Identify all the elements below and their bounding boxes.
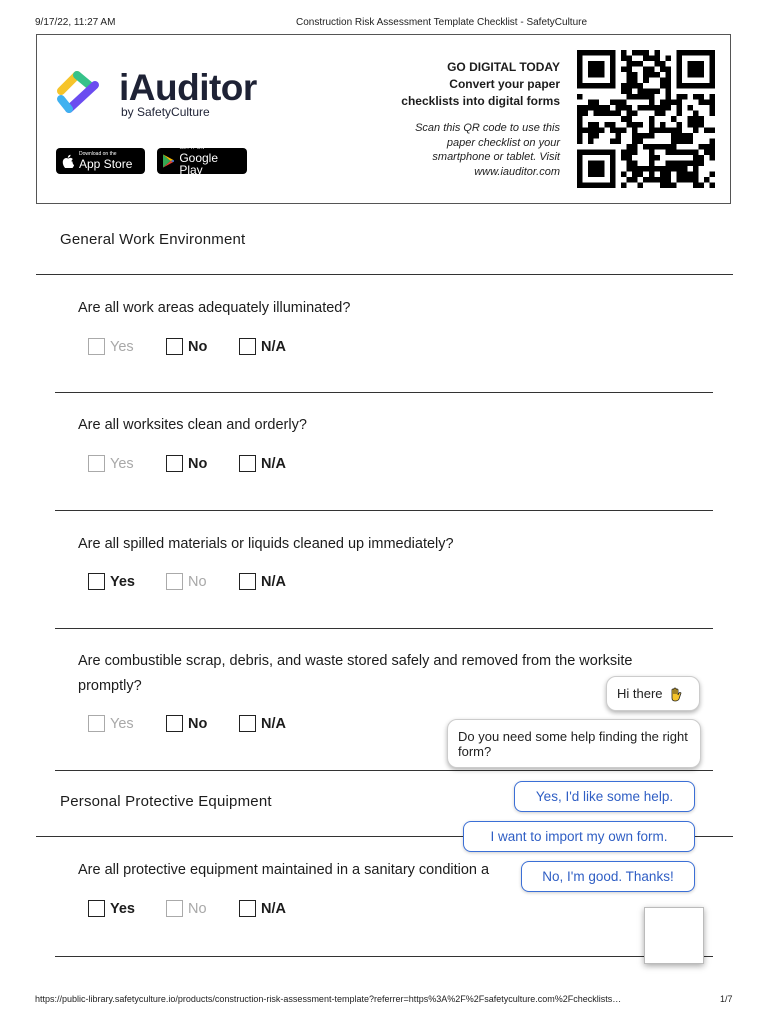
question-text: Are combustible scrap, debris, and waste stored safely and removed from the worksite promptly? [78,653,633,694]
chat-greeting-text: Hi there [617,686,663,701]
chat-prompt-bubble: Do you need some help finding the right form? [447,719,701,768]
checkbox[interactable] [239,715,256,732]
checkbox[interactable] [239,455,256,472]
checkbox[interactable] [88,900,105,917]
brand-name: iAuditor [119,67,257,108]
question-text: Are all work areas adequately illuminated? [78,300,351,316]
checkbox[interactable] [88,715,105,732]
option-na[interactable] [239,900,286,917]
option-label: N/A [261,715,286,732]
option-label: No [188,455,208,472]
checkbox[interactable] [239,573,256,590]
app-store-button[interactable] [56,148,145,174]
checkbox[interactable] [166,338,183,355]
question-text: Are all protective equipment maintained in a sanitary condition a [78,862,490,878]
iauditor-logo-icon [55,69,111,119]
option-label: Yes [110,715,134,732]
promo-heading [360,59,560,110]
option-label: No [188,573,207,590]
reply-no-thanks-button[interactable]: No, I'm good. Thanks! [521,861,695,892]
waving-hand-icon [668,686,684,702]
print-title: Construction Risk Assessment Template Checklist - SafetyCulture [296,17,588,28]
checkbox[interactable] [239,900,256,917]
checkbox[interactable] [166,455,183,472]
option-no[interactable] [166,900,207,917]
option-yes[interactable] [88,573,135,590]
question-divider [55,628,713,629]
option-na[interactable] [239,715,286,732]
question-divider [55,392,713,393]
option-yes[interactable] [88,338,134,355]
promo-sub-4: www.iauditor.com [474,165,560,178]
app-store-small: Download on the [79,151,117,157]
promo-subtext [390,121,560,179]
option-no[interactable] [166,338,207,355]
checkbox[interactable] [166,900,183,917]
checkbox[interactable] [88,338,105,355]
checkbox[interactable] [88,573,105,590]
brand-subtitle: by SafetyCulture [121,105,210,119]
chat-launcher-button[interactable] [644,907,704,964]
section-divider [36,274,733,275]
promo-line-3: checklists into digital forms [401,94,560,108]
promo-sub-2: paper checklist on your [446,136,560,149]
option-label: N/A [261,455,286,472]
promo-line-1: GO DIGITAL TODAY [447,60,560,74]
option-no[interactable] [166,715,207,732]
checkbox[interactable] [88,455,105,472]
reply-yes-help-button[interactable]: Yes, I'd like some help. [514,781,695,812]
chat-greeting-bubble [606,676,700,711]
google-play-icon [163,154,174,168]
google-play-small: GET IT ON [179,145,205,151]
question-divider [55,956,713,957]
option-yes[interactable] [88,900,135,917]
question-text: Are all spilled materials or liquids cleaned up immediately? [78,536,454,552]
option-na[interactable] [239,573,286,590]
option-yes[interactable] [88,455,134,472]
section-title-personal-protective-equipment: Personal Protective Equipment [60,793,272,810]
option-label: Yes [110,455,134,472]
option-no[interactable] [166,455,207,472]
option-na[interactable] [239,338,286,355]
question-text: Are all worksites clean and orderly? [78,417,307,433]
google-play-button[interactable] [157,145,247,177]
option-yes[interactable] [88,715,134,732]
option-label: N/A [261,900,286,917]
option-label: No [188,715,208,732]
checkbox[interactable] [166,715,183,732]
option-label: N/A [261,338,286,355]
apple-icon [62,154,74,168]
print-page-number: 1/7 [720,994,733,1004]
option-label: No [188,900,207,917]
option-label: Yes [110,900,135,917]
print-datetime: 9/17/22, 11:27 AM [35,17,116,28]
app-store-label: App Store [79,157,133,171]
reply-import-form-button[interactable]: I want to import my own form. [463,821,695,852]
promo-sub-3: smartphone or tablet. Visit [432,151,560,163]
option-label: Yes [110,573,135,590]
option-label: N/A [261,573,286,590]
question-divider [55,770,713,771]
option-label: Yes [110,338,134,355]
promo-line-2: Convert your paper [449,77,560,91]
print-url: https://public-library.safetyculture.io/products/construction-risk-assessment-template?referrer=https%3A%2F%2Fsafetyculture.com%2Fchecklists… [35,994,622,1004]
option-label: No [188,338,208,355]
qr-code-icon [577,50,715,188]
google-play-label: Google Play [179,151,219,177]
iauditor-banner [36,34,731,204]
option-na[interactable] [239,455,286,472]
option-no[interactable] [166,573,207,590]
promo-sub-1: Scan this QR code to use this [415,122,560,134]
checkbox[interactable] [239,338,256,355]
section-title-general-work-environment: General Work Environment [60,231,246,248]
question-divider [55,510,713,511]
checkbox[interactable] [166,573,183,590]
